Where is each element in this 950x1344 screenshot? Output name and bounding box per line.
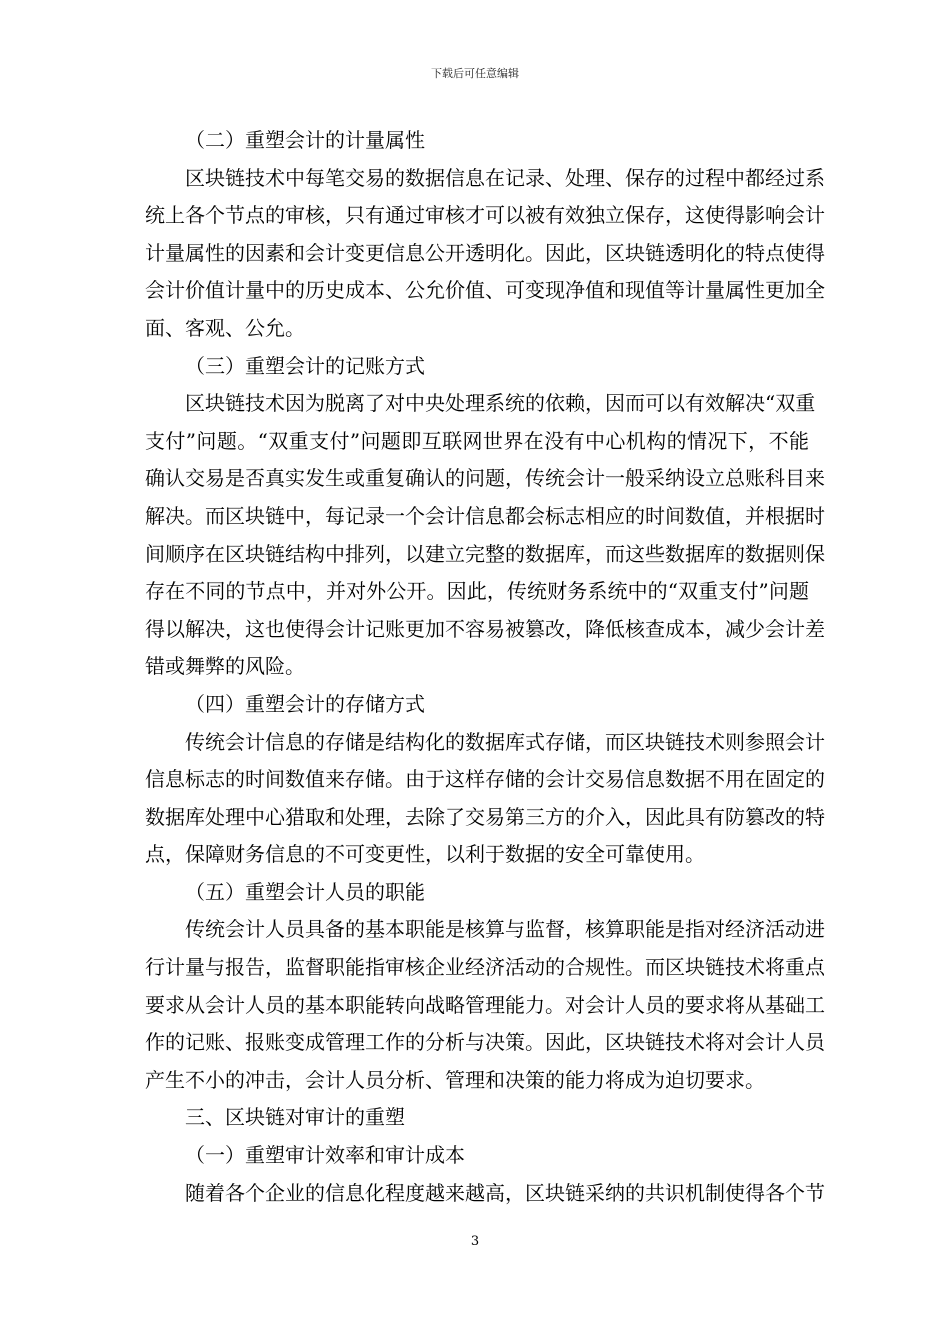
paragraph-line: 点，保障财务信息的不可变更性，以利于数据的安全可靠使用。: [145, 842, 705, 867]
paragraph-line: 计量属性的因素和会计变更信息公开透明化。因此，区块链透明化的特点使得: [145, 240, 825, 265]
subheading-measurement-attributes: （二）重塑会计的计量属性: [185, 128, 425, 152]
paragraph-line: 随着各个企业的信息化程度越来越高，区块链采纳的共识机制使得各个节: [185, 1180, 825, 1205]
section-heading-audit: 三、区块链对审计的重塑: [185, 1105, 405, 1130]
paragraph-line: 传统会计人员具备的基本职能是核算与监督，核算职能是指对经济活动进: [185, 917, 825, 942]
paragraph-line: 确认交易是否真实发生或重复确认的问题，传统会计一般采纳设立总账科目来: [145, 466, 825, 491]
subheading-storage-method: （四）重塑会计的存储方式: [185, 691, 425, 716]
paragraph-line: 解决。而区块链中，每记录一个会计信息都会标志相应的时间数值，并根据时: [145, 503, 825, 528]
paragraph-line: 存在不同的节点中，并对外公开。因此，传统财务系统中的“双重支付”问题: [145, 579, 809, 604]
paragraph-line: 间顺序在区块链结构中排列，以建立完整的数据库，而这些数据库的数据则保: [145, 541, 825, 566]
paragraph-line: 行计量与报告，监督职能指审核企业经济活动的合规性。而区块链技术将重点: [145, 955, 825, 980]
paragraph-line: 作的记账、报账变成管理工作的分析与决策。因此，区块链技术将对会计人员: [145, 1030, 825, 1055]
document-body: [145, 122, 825, 1212]
subheading-accountant-functions: （五）重塑会计人员的职能: [185, 879, 425, 904]
paragraph-line: 要求从会计人员的基本职能转向战略管理能力。对会计人员的要求将从基础工: [145, 992, 825, 1017]
subheading-audit-efficiency: （一）重塑审计效率和审计成本: [185, 1143, 465, 1168]
paragraph-line: 面、客观、公允。: [145, 315, 305, 340]
paragraph-line: 信息标志的时间数值来存储。由于这样存储的会计交易信息数据不用在固定的: [145, 767, 825, 792]
paragraph-line: 传统会计信息的存储是结构化的数据库式存储，而区块链技术则参照会计: [185, 729, 825, 754]
paragraph-line: 产生不小的冲击，会计人员分析、管理和决策的能力将成为迫切要求。: [145, 1067, 765, 1092]
paragraph-line: 错或舞弊的风险。: [145, 654, 305, 679]
paragraph-line: 数据库处理中心猎取和处理，去除了交易第三方的介入，因此具有防篡改的特: [145, 804, 825, 829]
paragraph-line: 统上各个节点的审核，只有通过审核才可以被有效独立保存，这使得影响会计: [145, 203, 825, 228]
paragraph-line: 支付”问题。“双重支付”问题即互联网世界在没有中心机构的情况下，不能: [145, 428, 809, 453]
paragraph-line: 会计价值计量中的历史成本、公允价值、可变现净值和现值等计量属性更加全: [145, 278, 825, 303]
page-header: 下载后可任意编辑: [431, 67, 519, 80]
page-number: 3: [470, 1234, 480, 1249]
paragraph-line: 区块链技术因为脱离了对中央处理系统的依赖，因而可以有效解决“双重: [185, 391, 816, 416]
paragraph-line: 区块链技术中每笔交易的数据信息在记录、处理、保存的过程中都经过系: [185, 165, 825, 190]
subheading-bookkeeping-method: （三）重塑会计的记账方式: [185, 353, 425, 378]
paragraph-line: 得以解决，这也使得会计记账更加不容易被篡改，降低核查成本，减少会计差: [145, 616, 825, 641]
